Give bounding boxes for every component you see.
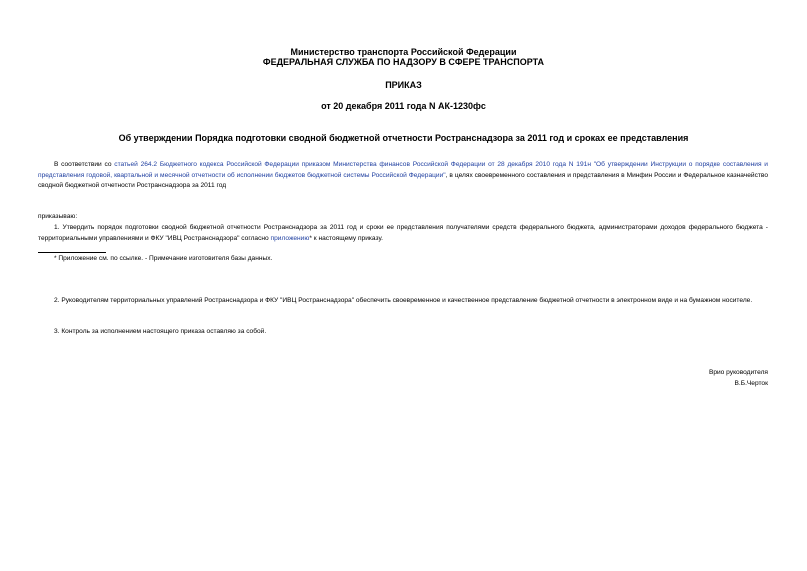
document-date-number: от 20 декабря 2011 года N АК-1230фс xyxy=(321,101,486,111)
preamble-text-1: В соответствии со xyxy=(54,161,115,168)
document-title: Об утверждении Порядка подготовки сводной бюджетной отчетности Ространснадзора за 2011 год и сроках ее представления xyxy=(118,133,689,143)
preamble-paragraph xyxy=(38,160,768,192)
order-item-2: 2. Руководителям территориальных управлений Ространснадзора и ФКУ "ИВЦ Ространснадзора" обеспечить своевременное и качественное представление бюджетной отчетности в электронном виде и на бумажном носителе. xyxy=(54,297,753,304)
order-item-3: 3. Контроль за исполнением настоящего приказа оставляю за собой. xyxy=(54,328,267,335)
order-item-1-tail: * к настоящему приказу. xyxy=(309,234,383,242)
appendix-link[interactable]: приложению xyxy=(270,234,310,242)
footnote: * Приложение см. по ссылке. - Примечание изготовителя базы данных. xyxy=(54,255,273,262)
budget-code-link[interactable]: статьей 264.2 Бюджетного кодекса Российской Федерации xyxy=(114,161,299,168)
service-name: ФЕДЕРАЛЬНАЯ СЛУЖБА ПО НАДЗОРУ В СФЕРЕ ТРАНСПОРТА xyxy=(262,57,545,67)
preamble-text-3: , в целях своевременного составления и представления в Минфин России и Федеральное казначейство сводной бюджетной отчетности Ространснадзора за 2011 год xyxy=(38,171,768,189)
minfin-order-link[interactable]: приказом Министерства финансов Российской Федерации от 28 декабря 2010 года N 191н "Об утверждении Инструкции о порядке составления и представления годовой, квартальной и месячной отчетности об исполнении бюджетов бюджетной системы Российской Федерации" xyxy=(38,161,768,179)
order-item-1-text: 1. Утвердить порядок подготовки сводной бюджетной отчетности Ространснадзора за 2011 год и сроки ее представления получателями средств федерального бюджета, администраторами доходов федерального бюджета - территориальными управлениями и ФКУ "ИВЦ Ространснадзора" согласно xyxy=(38,224,768,242)
signature-position: Врио руководителя xyxy=(708,369,768,376)
ministry-name: Министерство транспорта Российской Федерации xyxy=(290,47,517,57)
order-item-1 xyxy=(38,223,768,244)
footnote-divider xyxy=(38,252,106,253)
signature-name: В.Б.Черток xyxy=(734,380,768,387)
document-type: ПРИКАЗ xyxy=(385,80,422,90)
order-word: приказываю: xyxy=(38,213,78,220)
